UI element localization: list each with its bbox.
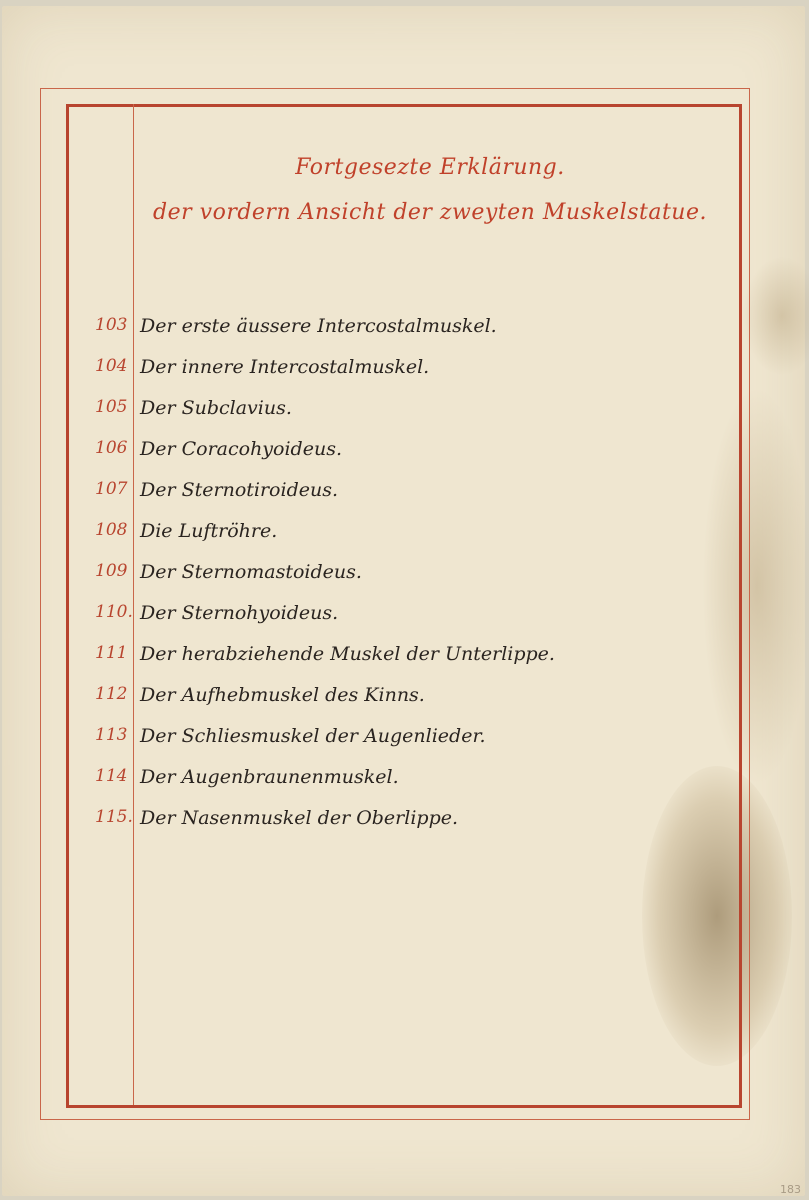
entry-number: 109	[95, 561, 128, 581]
entry-text: Der Sternotiroideus.	[140, 479, 338, 501]
entry-number: 107	[95, 479, 128, 499]
entry-text: Der Nasenmuskel der Oberlippe.	[140, 807, 459, 829]
list-item	[0, 643, 700, 677]
entry-number: 103	[95, 315, 128, 335]
entry-number: 106	[95, 438, 128, 458]
list-item	[0, 356, 700, 390]
entry-text: Der erste äussere Intercostalmuskel.	[140, 315, 497, 337]
entry-text: Der Sternohyoideus.	[140, 602, 339, 624]
entry-text: Der Schliesmuskel der Augenlieder.	[140, 725, 486, 747]
entry-number: 111	[95, 643, 128, 663]
entry-text: Der Sternomastoideus.	[140, 561, 362, 583]
entry-text: Der Coracohyoideus.	[140, 438, 342, 460]
water-stain	[742, 256, 809, 376]
list-item	[0, 807, 700, 841]
entry-number: 104	[95, 356, 128, 376]
list-item	[0, 602, 700, 636]
entry-text: Der Augenbraunenmuskel.	[140, 766, 399, 788]
list-item	[0, 438, 700, 472]
entry-text: Der innere Intercostalmuskel.	[140, 356, 430, 378]
entry-text: Der Aufhebmuskel des Kinns.	[140, 684, 425, 706]
entry-number: 112	[95, 684, 128, 704]
list-item	[0, 725, 700, 759]
entry-number: 113	[95, 725, 128, 745]
list-item	[0, 315, 700, 349]
list-item	[0, 684, 700, 718]
entry-number: 108	[95, 520, 128, 540]
folio-number: 183	[780, 1183, 801, 1196]
entry-number: 115.	[95, 807, 133, 827]
list-item	[0, 479, 700, 513]
page-title: Fortgesezte Erklärung.	[295, 155, 565, 180]
entry-text: Der Subclavius.	[140, 397, 292, 419]
entry-number: 110.	[95, 602, 133, 622]
list-item	[0, 397, 700, 431]
entry-number: 105	[95, 397, 128, 417]
list-item	[0, 561, 700, 595]
entry-text: Der herabziehende Muskel der Unterlippe.	[140, 643, 555, 665]
list-item	[0, 520, 700, 554]
entry-number: 114	[95, 766, 128, 786]
entry-text: Die Luftröhre.	[140, 520, 278, 542]
page-subtitle: der vordern Ansicht der zweyten Muskelstatue.	[153, 200, 707, 225]
list-item	[0, 766, 700, 800]
